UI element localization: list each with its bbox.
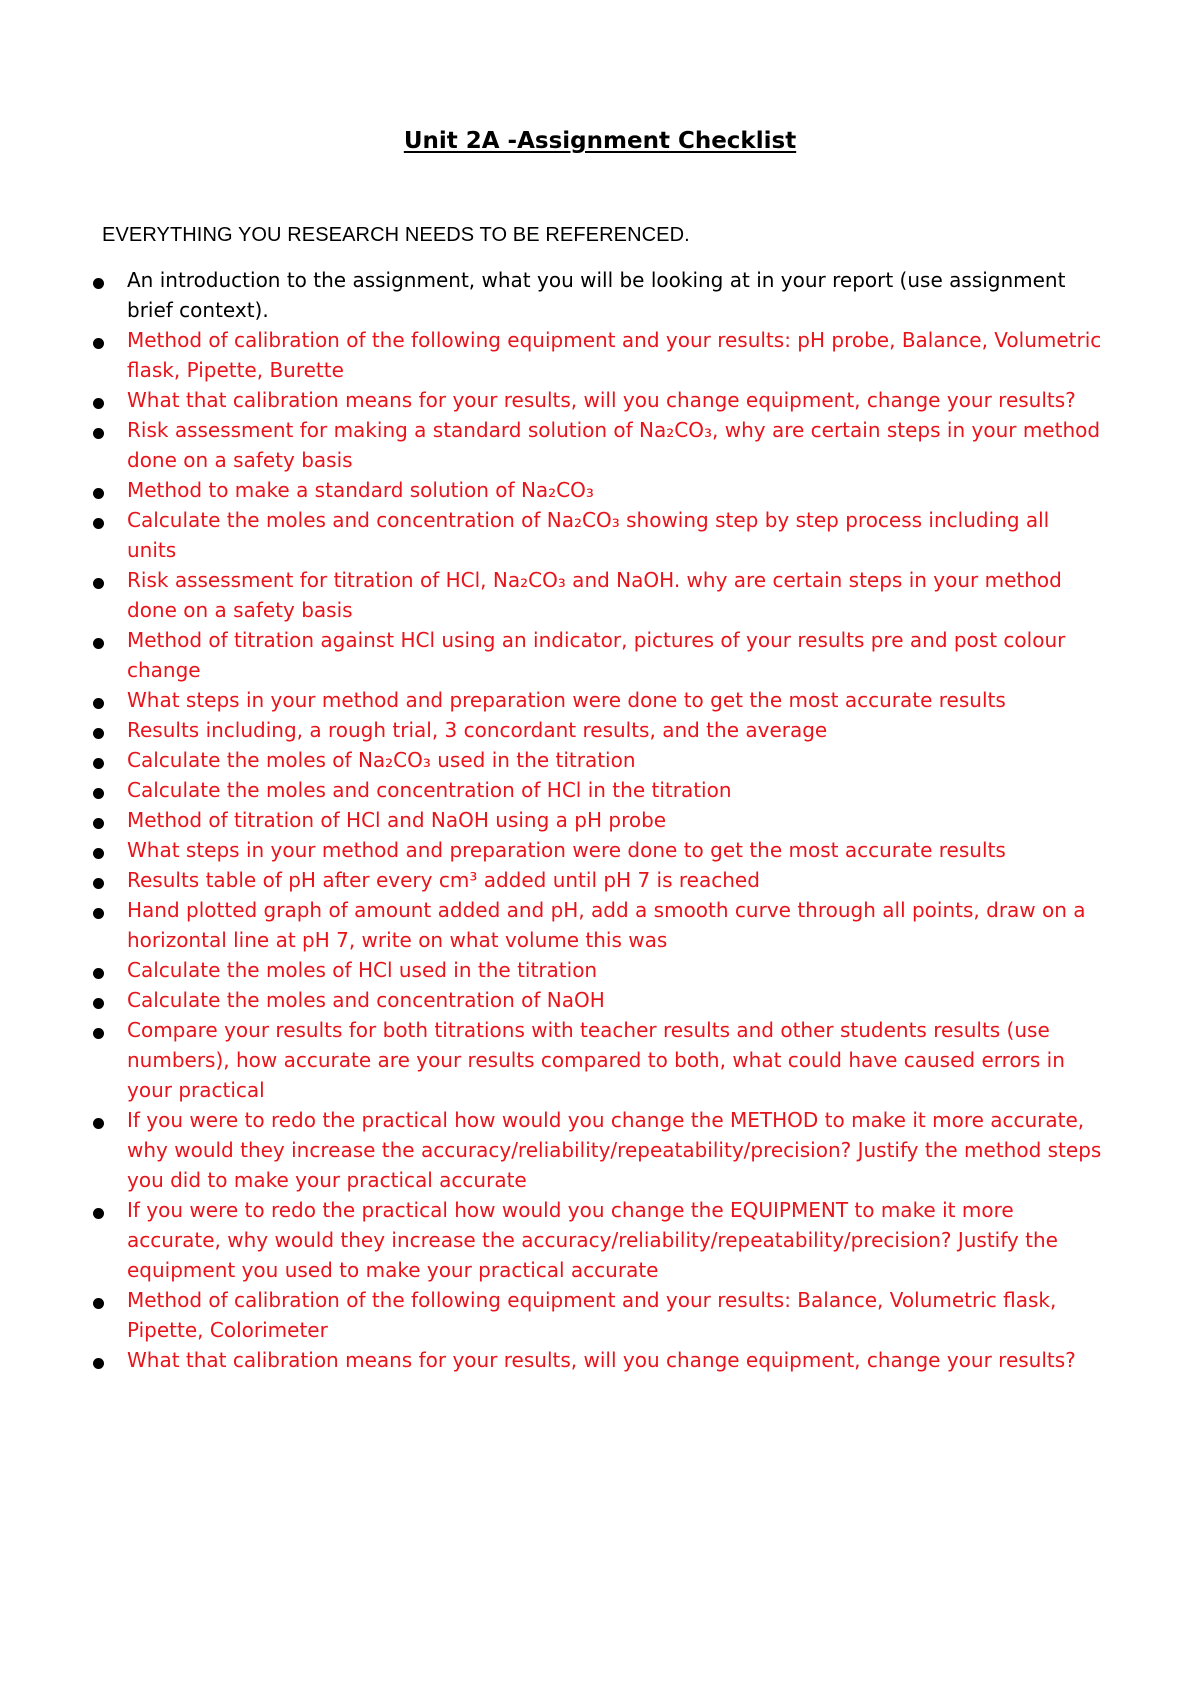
checklist-item bbox=[93, 625, 1103, 685]
bullet-icon bbox=[93, 1358, 104, 1369]
bullet-icon bbox=[93, 698, 104, 709]
bullet-icon bbox=[93, 488, 104, 499]
bullet-icon bbox=[93, 638, 104, 649]
checklist-item-text: Method of calibration of the following equipment and your results: pH probe, Balance, Volumetric flask, Pipette, Burette bbox=[127, 328, 1102, 382]
checklist-item bbox=[93, 745, 1103, 775]
checklist-item-text: Calculate the moles and concentration of HCl in the titration bbox=[127, 778, 732, 802]
checklist-item bbox=[93, 685, 1103, 715]
checklist-item bbox=[93, 475, 1103, 505]
bullet-icon bbox=[93, 998, 104, 1009]
bullet-icon bbox=[93, 848, 104, 859]
checklist-item bbox=[93, 1285, 1103, 1345]
checklist-item-text: Results table of pH after every cm³ added until pH 7 is reached bbox=[127, 868, 760, 892]
checklist-item-text: Method of titration against HCl using an indicator, pictures of your results pre and post colour change bbox=[127, 628, 1066, 682]
checklist-item bbox=[93, 895, 1103, 955]
checklist-item bbox=[93, 805, 1103, 835]
bullet-icon bbox=[93, 398, 104, 409]
checklist-item-text: Method of titration of HCl and NaOH using a pH probe bbox=[127, 808, 667, 832]
checklist-item bbox=[93, 505, 1103, 565]
bullet-icon bbox=[93, 1118, 104, 1129]
checklist-item bbox=[93, 325, 1103, 385]
checklist-item-text: What steps in your method and preparation were done to get the most accurate results bbox=[127, 838, 1006, 862]
checklist-item bbox=[93, 775, 1103, 805]
bullet-icon bbox=[93, 278, 104, 289]
checklist-item-text: Risk assessment for making a standard solution of Na₂CO₃, why are certain steps in your method done on a safety basis bbox=[127, 418, 1101, 472]
checklist-item-text: Calculate the moles and concentration of Na₂CO₃ showing step by step process including all units bbox=[127, 508, 1050, 562]
bullet-icon bbox=[93, 878, 104, 889]
assignment-checklist bbox=[93, 265, 1103, 1375]
checklist-item-text: What that calibration means for your results, will you change equipment, change your results? bbox=[127, 388, 1076, 412]
bullet-icon bbox=[93, 578, 104, 589]
bullet-icon bbox=[93, 818, 104, 829]
checklist-item bbox=[93, 955, 1103, 985]
bullet-icon bbox=[93, 338, 104, 349]
checklist-item-text: Method to make a standard solution of Na₂CO₃ bbox=[127, 478, 594, 502]
checklist-item bbox=[93, 835, 1103, 865]
bullet-icon bbox=[93, 728, 104, 739]
checklist-item-text: What steps in your method and preparation were done to get the most accurate results bbox=[127, 688, 1006, 712]
checklist-item-text: Results including, a rough trial, 3 concordant results, and the average bbox=[127, 718, 828, 742]
checklist-item bbox=[93, 385, 1103, 415]
checklist-item bbox=[93, 415, 1103, 475]
checklist-item-text: Compare your results for both titrations with teacher results and other students results (use numbers), how accurate are your results compared to both, what could have caused errors in your practical bbox=[127, 1018, 1065, 1102]
checklist-item-text: If you were to redo the practical how would you change the METHOD to make it more accurate, why would they increase the accuracy/reliability/repeatability/precision? Justify the method steps you did to make your practical accurate bbox=[127, 1108, 1102, 1192]
checklist-item-text: An introduction to the assignment, what you will be looking at in your report (use assignment brief context). bbox=[127, 268, 1066, 322]
checklist-item bbox=[93, 1015, 1103, 1105]
bullet-icon bbox=[93, 968, 104, 979]
bullet-icon bbox=[93, 1298, 104, 1309]
bullet-icon bbox=[93, 428, 104, 439]
checklist-item bbox=[93, 865, 1103, 895]
checklist-item bbox=[93, 1105, 1103, 1195]
bullet-icon bbox=[93, 758, 104, 769]
checklist-item-text: Risk assessment for titration of HCl, Na₂CO₃ and NaOH. why are certain steps in your method done on a safety basis bbox=[127, 568, 1062, 622]
bullet-icon bbox=[93, 908, 104, 919]
checklist-item-text: Method of calibration of the following equipment and your results: Balance, Volumetric flask, Pipette, Colorimeter bbox=[127, 1288, 1057, 1342]
checklist-item bbox=[93, 565, 1103, 625]
checklist-item-text: Hand plotted graph of amount added and pH, add a smooth curve through all points, draw on a horizontal line at pH 7, write on what volume this was bbox=[127, 898, 1086, 952]
checklist-item bbox=[93, 1345, 1103, 1375]
bullet-icon bbox=[93, 518, 104, 529]
page-title-text: Unit 2A -Assignment Checklist bbox=[403, 128, 797, 154]
referencing-notice: EVERYTHING YOU RESEARCH NEEDS TO BE REFERENCED. bbox=[102, 224, 690, 246]
checklist-item-text: If you were to redo the practical how would you change the EQUIPMENT to make it more accurate, why would they increase the accuracy/reliability/repeatability/precision? Justify the equipment you used to make your practical accurate bbox=[127, 1198, 1058, 1282]
checklist-item-text: Calculate the moles and concentration of NaOH bbox=[127, 988, 605, 1012]
checklist-item bbox=[93, 1195, 1103, 1285]
checklist-item bbox=[93, 265, 1103, 325]
bullet-icon bbox=[93, 1208, 104, 1219]
checklist-item-text: Calculate the moles of Na₂CO₃ used in the titration bbox=[127, 748, 636, 772]
checklist-item bbox=[93, 985, 1103, 1015]
bullet-icon bbox=[93, 1028, 104, 1039]
checklist-item bbox=[93, 715, 1103, 745]
checklist-item-text: What that calibration means for your results, will you change equipment, change your results? bbox=[127, 1348, 1076, 1372]
bullet-icon bbox=[93, 788, 104, 799]
checklist-item-text: Calculate the moles of HCl used in the titration bbox=[127, 958, 598, 982]
page-title bbox=[0, 128, 1200, 154]
